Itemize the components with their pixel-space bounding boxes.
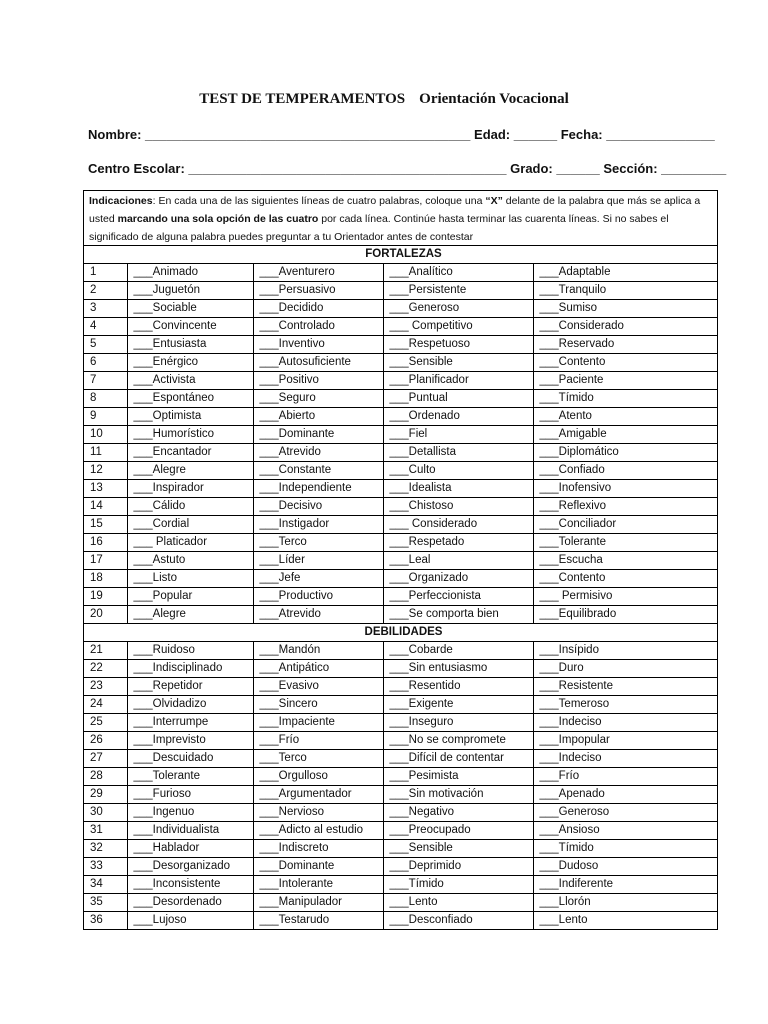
table-row: [84, 498, 717, 516]
word-option[interactable]: ___Organizado: [383, 570, 533, 588]
word-option[interactable]: ___Frío: [253, 732, 383, 750]
row-number: 19: [84, 588, 127, 606]
row-number: 4: [84, 318, 127, 336]
temperament-table: [84, 246, 717, 929]
word-option[interactable]: ___Nervioso: [253, 804, 383, 822]
word-option[interactable]: ___Amigable: [533, 426, 717, 444]
word-option[interactable]: ___Cobarde: [383, 642, 533, 660]
word-option[interactable]: ___Indiferente: [533, 876, 717, 894]
word-option[interactable]: ___Convincente: [127, 318, 253, 336]
word-option[interactable]: ___Respetuoso: [383, 336, 533, 354]
word-option[interactable]: ___Reservado: [533, 336, 717, 354]
row-number: 27: [84, 750, 127, 768]
word-option[interactable]: ___Decidido: [253, 300, 383, 318]
word-option[interactable]: ___Equilibrado: [533, 606, 717, 624]
word-option[interactable]: ___Testarudo: [253, 912, 383, 930]
row-number: 29: [84, 786, 127, 804]
instructions-text-2: delante de la palabra que más se aplica a usted: [89, 195, 701, 225]
word-option[interactable]: ___Difícil de contentar: [383, 750, 533, 768]
word-option[interactable]: ___Persuasivo: [253, 282, 383, 300]
table-row: [84, 480, 717, 498]
word-option[interactable]: ___Sin entusiasmo: [383, 660, 533, 678]
table-row: [84, 894, 717, 912]
word-option[interactable]: ___Insípido: [533, 642, 717, 660]
word-option[interactable]: ___Popular: [127, 588, 253, 606]
page-title: [0, 91, 768, 108]
table-row: [84, 570, 717, 588]
word-option[interactable]: ___Cordial: [127, 516, 253, 534]
word-option[interactable]: ___Culto: [383, 462, 533, 480]
table-row: [84, 912, 717, 930]
word-option[interactable]: ___Sociable: [127, 300, 253, 318]
word-option[interactable]: ___Repetidor: [127, 678, 253, 696]
word-option[interactable]: ___ Permisivo: [533, 588, 717, 606]
word-option[interactable]: ___Leal: [383, 552, 533, 570]
word-option[interactable]: ___Imprevisto: [127, 732, 253, 750]
name-age-date-line[interactable]: Nombre: _____________________________________________ Edad: ______ Fecha: _______________: [88, 127, 715, 142]
word-option[interactable]: ___Duro: [533, 660, 717, 678]
word-option[interactable]: ___Controlado: [253, 318, 383, 336]
word-option[interactable]: ___Inspirador: [127, 480, 253, 498]
word-option[interactable]: ___Preocupado: [383, 822, 533, 840]
table-row: [84, 282, 717, 300]
row-number: 35: [84, 894, 127, 912]
table-row: [84, 660, 717, 678]
word-option[interactable]: ___Confiado: [533, 462, 717, 480]
word-option[interactable]: ___Positivo: [253, 372, 383, 390]
word-option[interactable]: ___Contento: [533, 570, 717, 588]
table-row: [84, 786, 717, 804]
debilidades-header-row: [84, 624, 717, 642]
table-row: [84, 300, 717, 318]
word-option[interactable]: ___Inseguro: [383, 714, 533, 732]
word-option[interactable]: ___Generoso: [383, 300, 533, 318]
table-row: [84, 318, 717, 336]
word-option[interactable]: ___Inconsistente: [127, 876, 253, 894]
word-option[interactable]: ___Sin motivación: [383, 786, 533, 804]
row-number: 32: [84, 840, 127, 858]
word-option[interactable]: ___Negativo: [383, 804, 533, 822]
word-option[interactable]: ___ Competitivo: [383, 318, 533, 336]
row-number: 6: [84, 354, 127, 372]
word-option[interactable]: ___Tímido: [533, 390, 717, 408]
word-option[interactable]: ___Inofensivo: [533, 480, 717, 498]
word-option[interactable]: ___Independiente: [253, 480, 383, 498]
word-option[interactable]: ___Pesimista: [383, 768, 533, 786]
row-number: 30: [84, 804, 127, 822]
instructions-label: Indicaciones: [89, 195, 153, 207]
word-option[interactable]: ___Atento: [533, 408, 717, 426]
word-option[interactable]: ___Individualista: [127, 822, 253, 840]
row-number: 2: [84, 282, 127, 300]
row-number: 31: [84, 822, 127, 840]
instructions-x-mark: “X”: [485, 195, 503, 207]
word-option[interactable]: ___Tolerante: [533, 534, 717, 552]
word-option[interactable]: ___Humorístico: [127, 426, 253, 444]
word-option[interactable]: ___Descuidado: [127, 750, 253, 768]
word-option[interactable]: ___Reflexivo: [533, 498, 717, 516]
word-option[interactable]: ___Dominante: [253, 426, 383, 444]
table-row: [84, 858, 717, 876]
title-sub: Orientación Vocacional: [419, 91, 569, 107]
word-option[interactable]: ___Atrevido: [253, 606, 383, 624]
table-row: [84, 606, 717, 624]
instructions: [84, 191, 717, 246]
word-option[interactable]: ___Sumiso: [533, 300, 717, 318]
table-row: [84, 462, 717, 480]
fortalezas-header-row: [84, 246, 717, 264]
table-row: [84, 408, 717, 426]
school-grade-section-line[interactable]: Centro Escolar: ____________________________________________ Grado: ______ Sección: _________: [88, 161, 727, 176]
table-row: [84, 678, 717, 696]
word-option[interactable]: ___Desorganizado: [127, 858, 253, 876]
word-option[interactable]: ___Furioso: [127, 786, 253, 804]
row-number: 21: [84, 642, 127, 660]
row-number: 24: [84, 696, 127, 714]
word-option[interactable]: ___Detallista: [383, 444, 533, 462]
word-option[interactable]: ___Resistente: [533, 678, 717, 696]
row-number: 20: [84, 606, 127, 624]
word-option[interactable]: ___Ordenado: [383, 408, 533, 426]
word-option[interactable]: ___Resentido: [383, 678, 533, 696]
word-option[interactable]: ___Antipático: [253, 660, 383, 678]
word-option[interactable]: ___Ruidoso: [127, 642, 253, 660]
row-number: 36: [84, 912, 127, 930]
word-option[interactable]: ___Indisciplinado: [127, 660, 253, 678]
word-option[interactable]: ___Adaptable: [533, 264, 717, 282]
row-number: 26: [84, 732, 127, 750]
test-sheet: [83, 190, 718, 930]
word-option[interactable]: ___Indeciso: [533, 714, 717, 732]
row-number: 28: [84, 768, 127, 786]
row-number: 25: [84, 714, 127, 732]
word-option[interactable]: ___Se comporta bien: [383, 606, 533, 624]
word-option[interactable]: ___Líder: [253, 552, 383, 570]
word-option[interactable]: ___Alegre: [127, 606, 253, 624]
word-option[interactable]: ___Tranquilo: [533, 282, 717, 300]
word-option[interactable]: ___Ingenuo: [127, 804, 253, 822]
word-option[interactable]: ___Considerado: [533, 318, 717, 336]
word-option[interactable]: ___Olvidadizo: [127, 696, 253, 714]
word-option[interactable]: ___Alegre: [127, 462, 253, 480]
row-number: 13: [84, 480, 127, 498]
word-option[interactable]: ___Llorón: [533, 894, 717, 912]
word-option[interactable]: ___Adicto al estudio: [253, 822, 383, 840]
row-number: 10: [84, 426, 127, 444]
word-option[interactable]: ___Sensible: [383, 840, 533, 858]
table-row: [84, 372, 717, 390]
word-option[interactable]: ___Productivo: [253, 588, 383, 606]
title-main: TEST DE TEMPERAMENTOS: [199, 91, 406, 107]
row-number: 33: [84, 858, 127, 876]
word-option[interactable]: ___Frío: [533, 768, 717, 786]
table-row: [84, 264, 717, 282]
word-option[interactable]: ___Juguetón: [127, 282, 253, 300]
word-option[interactable]: ___Deprimido: [383, 858, 533, 876]
word-option[interactable]: ___Constante: [253, 462, 383, 480]
word-option[interactable]: ___No se compromete: [383, 732, 533, 750]
table-row: [84, 588, 717, 606]
word-option[interactable]: ___Seguro: [253, 390, 383, 408]
word-option[interactable]: ___Ansioso: [533, 822, 717, 840]
word-option[interactable]: ___Fiel: [383, 426, 533, 444]
row-number: 12: [84, 462, 127, 480]
word-option[interactable]: ___Espontáneo: [127, 390, 253, 408]
table-row: [84, 750, 717, 768]
word-option[interactable]: ___Sensible: [383, 354, 533, 372]
word-option[interactable]: ___Entusiasta: [127, 336, 253, 354]
word-option[interactable]: ___Tolerante: [127, 768, 253, 786]
table-row: [84, 804, 717, 822]
word-option[interactable]: ___ Considerado: [383, 516, 533, 534]
instructions-text-3: por cada línea. Continúe hasta terminar las cuarenta líneas. Si no sabes el significado de alguna palabra puedes preguntar a tu Orientador antes de contestar: [89, 213, 669, 243]
row-number: 22: [84, 660, 127, 678]
word-option[interactable]: ___Tímido: [383, 876, 533, 894]
row-number: 17: [84, 552, 127, 570]
word-option[interactable]: ___Enérgico: [127, 354, 253, 372]
row-number: 3: [84, 300, 127, 318]
table-row: [84, 822, 717, 840]
row-number: 18: [84, 570, 127, 588]
fortalezas-header: FORTALEZAS: [84, 246, 717, 264]
word-option[interactable]: ___Desordenado: [127, 894, 253, 912]
row-number: 14: [84, 498, 127, 516]
word-option[interactable]: ___Analítico: [383, 264, 533, 282]
word-option[interactable]: ___Impaciente: [253, 714, 383, 732]
word-option[interactable]: ___Contento: [533, 354, 717, 372]
table-row: [84, 840, 717, 858]
word-option[interactable]: ___Respetado: [383, 534, 533, 552]
word-option[interactable]: ___Abierto: [253, 408, 383, 426]
word-option[interactable]: ___Encantador: [127, 444, 253, 462]
word-option[interactable]: ___Generoso: [533, 804, 717, 822]
word-option[interactable]: ___Evasivo: [253, 678, 383, 696]
word-option[interactable]: ___Hablador: [127, 840, 253, 858]
row-number: 1: [84, 264, 127, 282]
word-option[interactable]: ___Perfeccionista: [383, 588, 533, 606]
word-option[interactable]: ___Dominante: [253, 858, 383, 876]
word-option[interactable]: ___Mandón: [253, 642, 383, 660]
word-option[interactable]: ___Autosuficiente: [253, 354, 383, 372]
word-option[interactable]: ___Lento: [383, 894, 533, 912]
debilidades-header: DEBILIDADES: [84, 624, 717, 642]
table-row: [84, 696, 717, 714]
word-option[interactable]: ___Indeciso: [533, 750, 717, 768]
row-number: 7: [84, 372, 127, 390]
table-row: [84, 444, 717, 462]
row-number: 5: [84, 336, 127, 354]
word-option[interactable]: ___Idealista: [383, 480, 533, 498]
row-number: 8: [84, 390, 127, 408]
word-option[interactable]: ___Decisivo: [253, 498, 383, 516]
word-option[interactable]: ___Manipulador: [253, 894, 383, 912]
table-row: [84, 534, 717, 552]
word-option[interactable]: ___Lento: [533, 912, 717, 930]
word-option[interactable]: ___Exigente: [383, 696, 533, 714]
word-option[interactable]: ___Aventurero: [253, 264, 383, 282]
table-row: [84, 516, 717, 534]
table-row: [84, 390, 717, 408]
word-option[interactable]: ___Atrevido: [253, 444, 383, 462]
word-option[interactable]: ___Optimista: [127, 408, 253, 426]
word-option[interactable]: ___Inventivo: [253, 336, 383, 354]
row-number: 34: [84, 876, 127, 894]
row-number: 23: [84, 678, 127, 696]
row-number: 11: [84, 444, 127, 462]
word-option[interactable]: ___Terco: [253, 750, 383, 768]
word-option[interactable]: ___Cálido: [127, 498, 253, 516]
word-option[interactable]: ___Instigador: [253, 516, 383, 534]
word-option[interactable]: ___Impopular: [533, 732, 717, 750]
word-option[interactable]: ___Argumentador: [253, 786, 383, 804]
word-option[interactable]: ___Apenado: [533, 786, 717, 804]
table-row: [84, 876, 717, 894]
word-option[interactable]: ___Animado: [127, 264, 253, 282]
word-option[interactable]: ___Astuto: [127, 552, 253, 570]
table-row: [84, 768, 717, 786]
word-option[interactable]: ___Listo: [127, 570, 253, 588]
row-number: 9: [84, 408, 127, 426]
word-option[interactable]: ___Intolerante: [253, 876, 383, 894]
word-option[interactable]: ___Escucha: [533, 552, 717, 570]
word-option[interactable]: ___Diplomático: [533, 444, 717, 462]
word-option[interactable]: ___Activista: [127, 372, 253, 390]
instructions-emphasis: marcando una sola opción de las cuatro: [117, 213, 319, 225]
word-option[interactable]: ___Temeroso: [533, 696, 717, 714]
word-option[interactable]: ___Interrumpe: [127, 714, 253, 732]
table-row: [84, 714, 717, 732]
word-option[interactable]: ___Indiscreto: [253, 840, 383, 858]
word-option[interactable]: ___Lujoso: [127, 912, 253, 930]
table-row: [84, 642, 717, 660]
table-row: [84, 552, 717, 570]
word-option[interactable]: ___Tímido: [533, 840, 717, 858]
word-option[interactable]: ___Desconfiado: [383, 912, 533, 930]
word-option[interactable]: ___Orgulloso: [253, 768, 383, 786]
word-option[interactable]: ___Dudoso: [533, 858, 717, 876]
word-option[interactable]: ___Puntual: [383, 390, 533, 408]
word-option[interactable]: ___Conciliador: [533, 516, 717, 534]
row-number: 16: [84, 534, 127, 552]
table-row: [84, 336, 717, 354]
table-row: [84, 732, 717, 750]
table-row: [84, 354, 717, 372]
row-number: 15: [84, 516, 127, 534]
word-option[interactable]: ___ Platicador: [127, 534, 253, 552]
word-option[interactable]: ___Chistoso: [383, 498, 533, 516]
word-option[interactable]: ___Jefe: [253, 570, 383, 588]
word-option[interactable]: ___Sincero: [253, 696, 383, 714]
instructions-text-1: : En cada una de las siguientes líneas de cuatro palabras, coloque una: [152, 195, 486, 207]
word-option[interactable]: ___Paciente: [533, 372, 717, 390]
word-option[interactable]: ___Terco: [253, 534, 383, 552]
word-option[interactable]: ___Persistente: [383, 282, 533, 300]
word-option[interactable]: ___Planificador: [383, 372, 533, 390]
table-row: [84, 426, 717, 444]
